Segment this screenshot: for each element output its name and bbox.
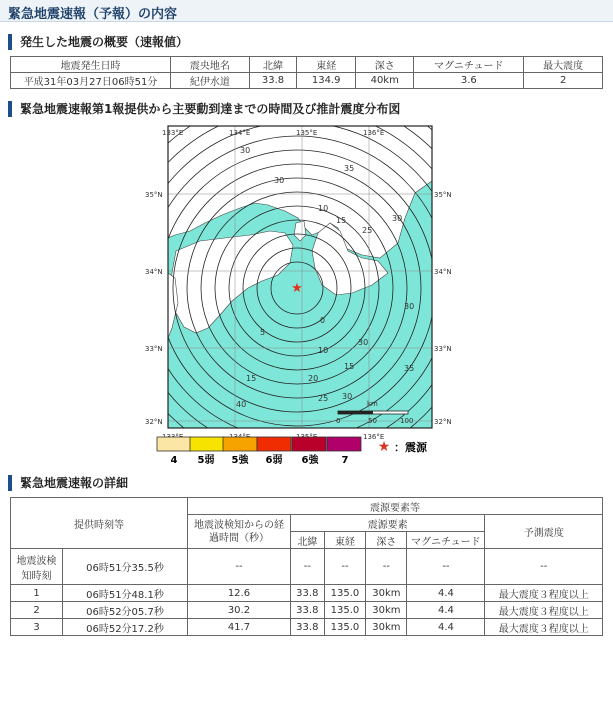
detail-row-intensity: 最大震度３程度以上 xyxy=(485,585,603,602)
scale-tick-0: 0 xyxy=(336,417,341,425)
legend-label-5-upper: 5強 xyxy=(231,455,249,466)
legend-swatch xyxy=(327,437,361,451)
legend-swatch xyxy=(223,437,257,451)
contour-label: 30 xyxy=(274,176,285,185)
detail-detect-elapsed: -- xyxy=(187,549,290,585)
lon-label-136-bottom: 136°E xyxy=(363,433,385,441)
lon-label-136-top: 136°E xyxy=(363,129,385,137)
summary-value-datetime: 平成31年03月27日06時51分 xyxy=(11,73,171,89)
epicenter-star-icon: ★ xyxy=(291,281,303,296)
legend-label-7: 7 xyxy=(341,455,349,466)
scale-tick-50: 50 xyxy=(368,417,377,425)
detail-header-elapsed: 地震波検知からの経過時間（秒） xyxy=(187,515,290,549)
legend-label-5-lower: 5弱 xyxy=(197,455,215,466)
summary-header-datetime: 地震発生日時 xyxy=(11,57,171,73)
detail-row-depth: 30km xyxy=(366,619,407,636)
summary-header-row xyxy=(11,57,603,73)
lat-label-34-right: 34°N xyxy=(434,268,452,276)
detail-row-elapsed: 12.6 xyxy=(187,585,290,602)
detail-detect-mag: -- xyxy=(407,549,485,585)
detail-row-time: 06時51分48.1秒 xyxy=(63,585,188,602)
scale-bar-black xyxy=(338,411,373,414)
detail-header-source: 震源要素等 xyxy=(187,498,602,515)
contour-label: 25 xyxy=(318,394,329,403)
lon-label-135-top: 135°E xyxy=(296,129,318,137)
summary-header-depth: 深さ xyxy=(356,57,414,73)
intensity-map xyxy=(0,123,613,441)
detail-row-elapsed: 41.7 xyxy=(187,619,290,636)
contour-label: 15 xyxy=(246,374,257,383)
summary-header-region: 震央地名 xyxy=(171,57,250,73)
legend-label-6-lower: 6弱 xyxy=(265,455,283,466)
detail-header-intensity: 予測震度 xyxy=(485,515,603,549)
detail-header-row-1 xyxy=(11,498,603,515)
lat-label-33-right: 33°N xyxy=(434,345,452,353)
detail-row-time: 06時52分17.2秒 xyxy=(63,619,188,636)
detail-row-no: 2 xyxy=(11,602,63,619)
summary-value-region: 紀伊水道 xyxy=(171,73,250,89)
legend-swatches xyxy=(157,437,361,451)
legend-label-4: 4 xyxy=(170,455,178,466)
contour-label: 40 xyxy=(236,400,247,409)
contour-label: 20 xyxy=(308,374,319,383)
detail-detect-intensity: -- xyxy=(485,549,603,585)
detail-row-no: 1 xyxy=(11,585,63,602)
contour-label: 0 xyxy=(320,316,326,325)
contour-label: 5 xyxy=(260,328,266,337)
summary-section-title: 発生した地震の概要（速報値） xyxy=(8,34,605,50)
contour-label: 30 xyxy=(342,392,353,401)
detail-header-time: 提供時刻等 xyxy=(11,498,188,549)
legend-swatch xyxy=(257,437,291,451)
summary-header-lat: 北緯 xyxy=(249,57,297,73)
detail-header-lon: 東経 xyxy=(324,532,366,549)
detail-header-mag: マグニチュード xyxy=(407,532,485,549)
summary-value-lon: 134.9 xyxy=(297,73,356,89)
lat-label-32-left: 32°N xyxy=(145,418,163,426)
lat-label-35-left: 35°N xyxy=(145,191,163,199)
legend-epicenter-label: ：震源 xyxy=(394,441,427,454)
intensity-legend xyxy=(0,433,613,469)
detail-row-intensity: 最大震度３程度以上 xyxy=(485,619,603,636)
lat-label-32-right: 32°N xyxy=(434,418,452,426)
detail-row-depth: 30km xyxy=(366,585,407,602)
contour-label: 35 xyxy=(404,364,415,373)
detail-row-lon: 135.0 xyxy=(324,619,366,636)
contour-label: 30 xyxy=(358,338,369,347)
scale-unit: km xyxy=(367,400,378,408)
detail-header-depth: 深さ xyxy=(366,532,407,549)
contour-label: 30 xyxy=(404,302,415,311)
legend-epicenter-star-icon: ★ xyxy=(377,439,391,455)
map-svg xyxy=(0,123,613,441)
detail-row-no: 3 xyxy=(11,619,63,636)
detail-row-time: 06時52分05.7秒 xyxy=(63,602,188,619)
summary-value-depth: 40km xyxy=(356,73,414,89)
detail-row-depth: 30km xyxy=(366,602,407,619)
detail-detect-row xyxy=(11,549,603,585)
detail-detect-depth: -- xyxy=(366,549,407,585)
detail-row-lat: 33.8 xyxy=(290,602,324,619)
summary-header-lon: 東経 xyxy=(297,57,356,73)
contour-label: 10 xyxy=(318,346,329,355)
summary-value-max-intensity: 2 xyxy=(524,73,603,89)
legend-swatch xyxy=(190,437,224,451)
summary-value-lat: 33.8 xyxy=(249,73,297,89)
detail-row-mag: 4.4 xyxy=(407,602,485,619)
detail-row-mag: 4.4 xyxy=(407,585,485,602)
detail-table xyxy=(10,497,603,636)
contour-label: 30 xyxy=(392,214,403,223)
detail-row-mag: 4.4 xyxy=(407,619,485,636)
page-title: 緊急地震速報（予報）の内容 xyxy=(0,0,613,22)
summary-table xyxy=(10,56,603,89)
table-row xyxy=(11,619,603,636)
detail-row-lat: 33.8 xyxy=(290,585,324,602)
summary-header-max-intensity: 最大震度 xyxy=(524,57,603,73)
contour-label: 30 xyxy=(240,146,251,155)
detail-section-title: 緊急地震速報の詳細 xyxy=(8,475,605,491)
contour-label: 10 xyxy=(318,204,329,213)
lon-label-133-top: 133°E xyxy=(162,129,184,137)
legend-svg xyxy=(0,433,613,469)
detail-row-intensity: 最大震度３程度以上 xyxy=(485,602,603,619)
contour-label: 15 xyxy=(336,216,347,225)
contour-label: 15 xyxy=(344,362,355,371)
detail-detect-time: 06時51分35.5秒 xyxy=(63,549,188,585)
detail-header-lat: 北緯 xyxy=(290,532,324,549)
scale-tick-100: 100 xyxy=(400,417,414,425)
lat-label-33-left: 33°N xyxy=(145,345,163,353)
summary-value-row xyxy=(11,73,603,89)
summary-value-magnitude: 3.6 xyxy=(414,73,524,89)
table-row xyxy=(11,602,603,619)
detail-row-elapsed: 30.2 xyxy=(187,602,290,619)
legend-swatch xyxy=(292,437,326,451)
lon-label-134-top: 134°E xyxy=(229,129,251,137)
detail-header-elements: 震源要素 xyxy=(290,515,484,532)
legend-swatch xyxy=(157,437,191,451)
contour-label: 35 xyxy=(344,164,355,173)
summary-header-magnitude: マグニチュード xyxy=(414,57,524,73)
detail-row-lon: 135.0 xyxy=(324,602,366,619)
detail-detect-lat: -- xyxy=(290,549,324,585)
table-row xyxy=(11,585,603,602)
detail-row-lat: 33.8 xyxy=(290,619,324,636)
legend-label-6-upper: 6強 xyxy=(301,455,319,466)
lat-label-35-right: 35°N xyxy=(434,191,452,199)
map-section-title: 緊急地震速報第1報提供から主要動到達までの時間及び推計震度分布図 xyxy=(8,101,605,117)
legend-labels xyxy=(171,453,349,466)
lat-label-34-left: 34°N xyxy=(145,268,163,276)
detail-detect-lon: -- xyxy=(324,549,366,585)
detail-row-lon: 135.0 xyxy=(324,585,366,602)
contour-label: 25 xyxy=(362,226,373,235)
detail-detect-label: 地震波検知時刻 xyxy=(11,549,63,585)
